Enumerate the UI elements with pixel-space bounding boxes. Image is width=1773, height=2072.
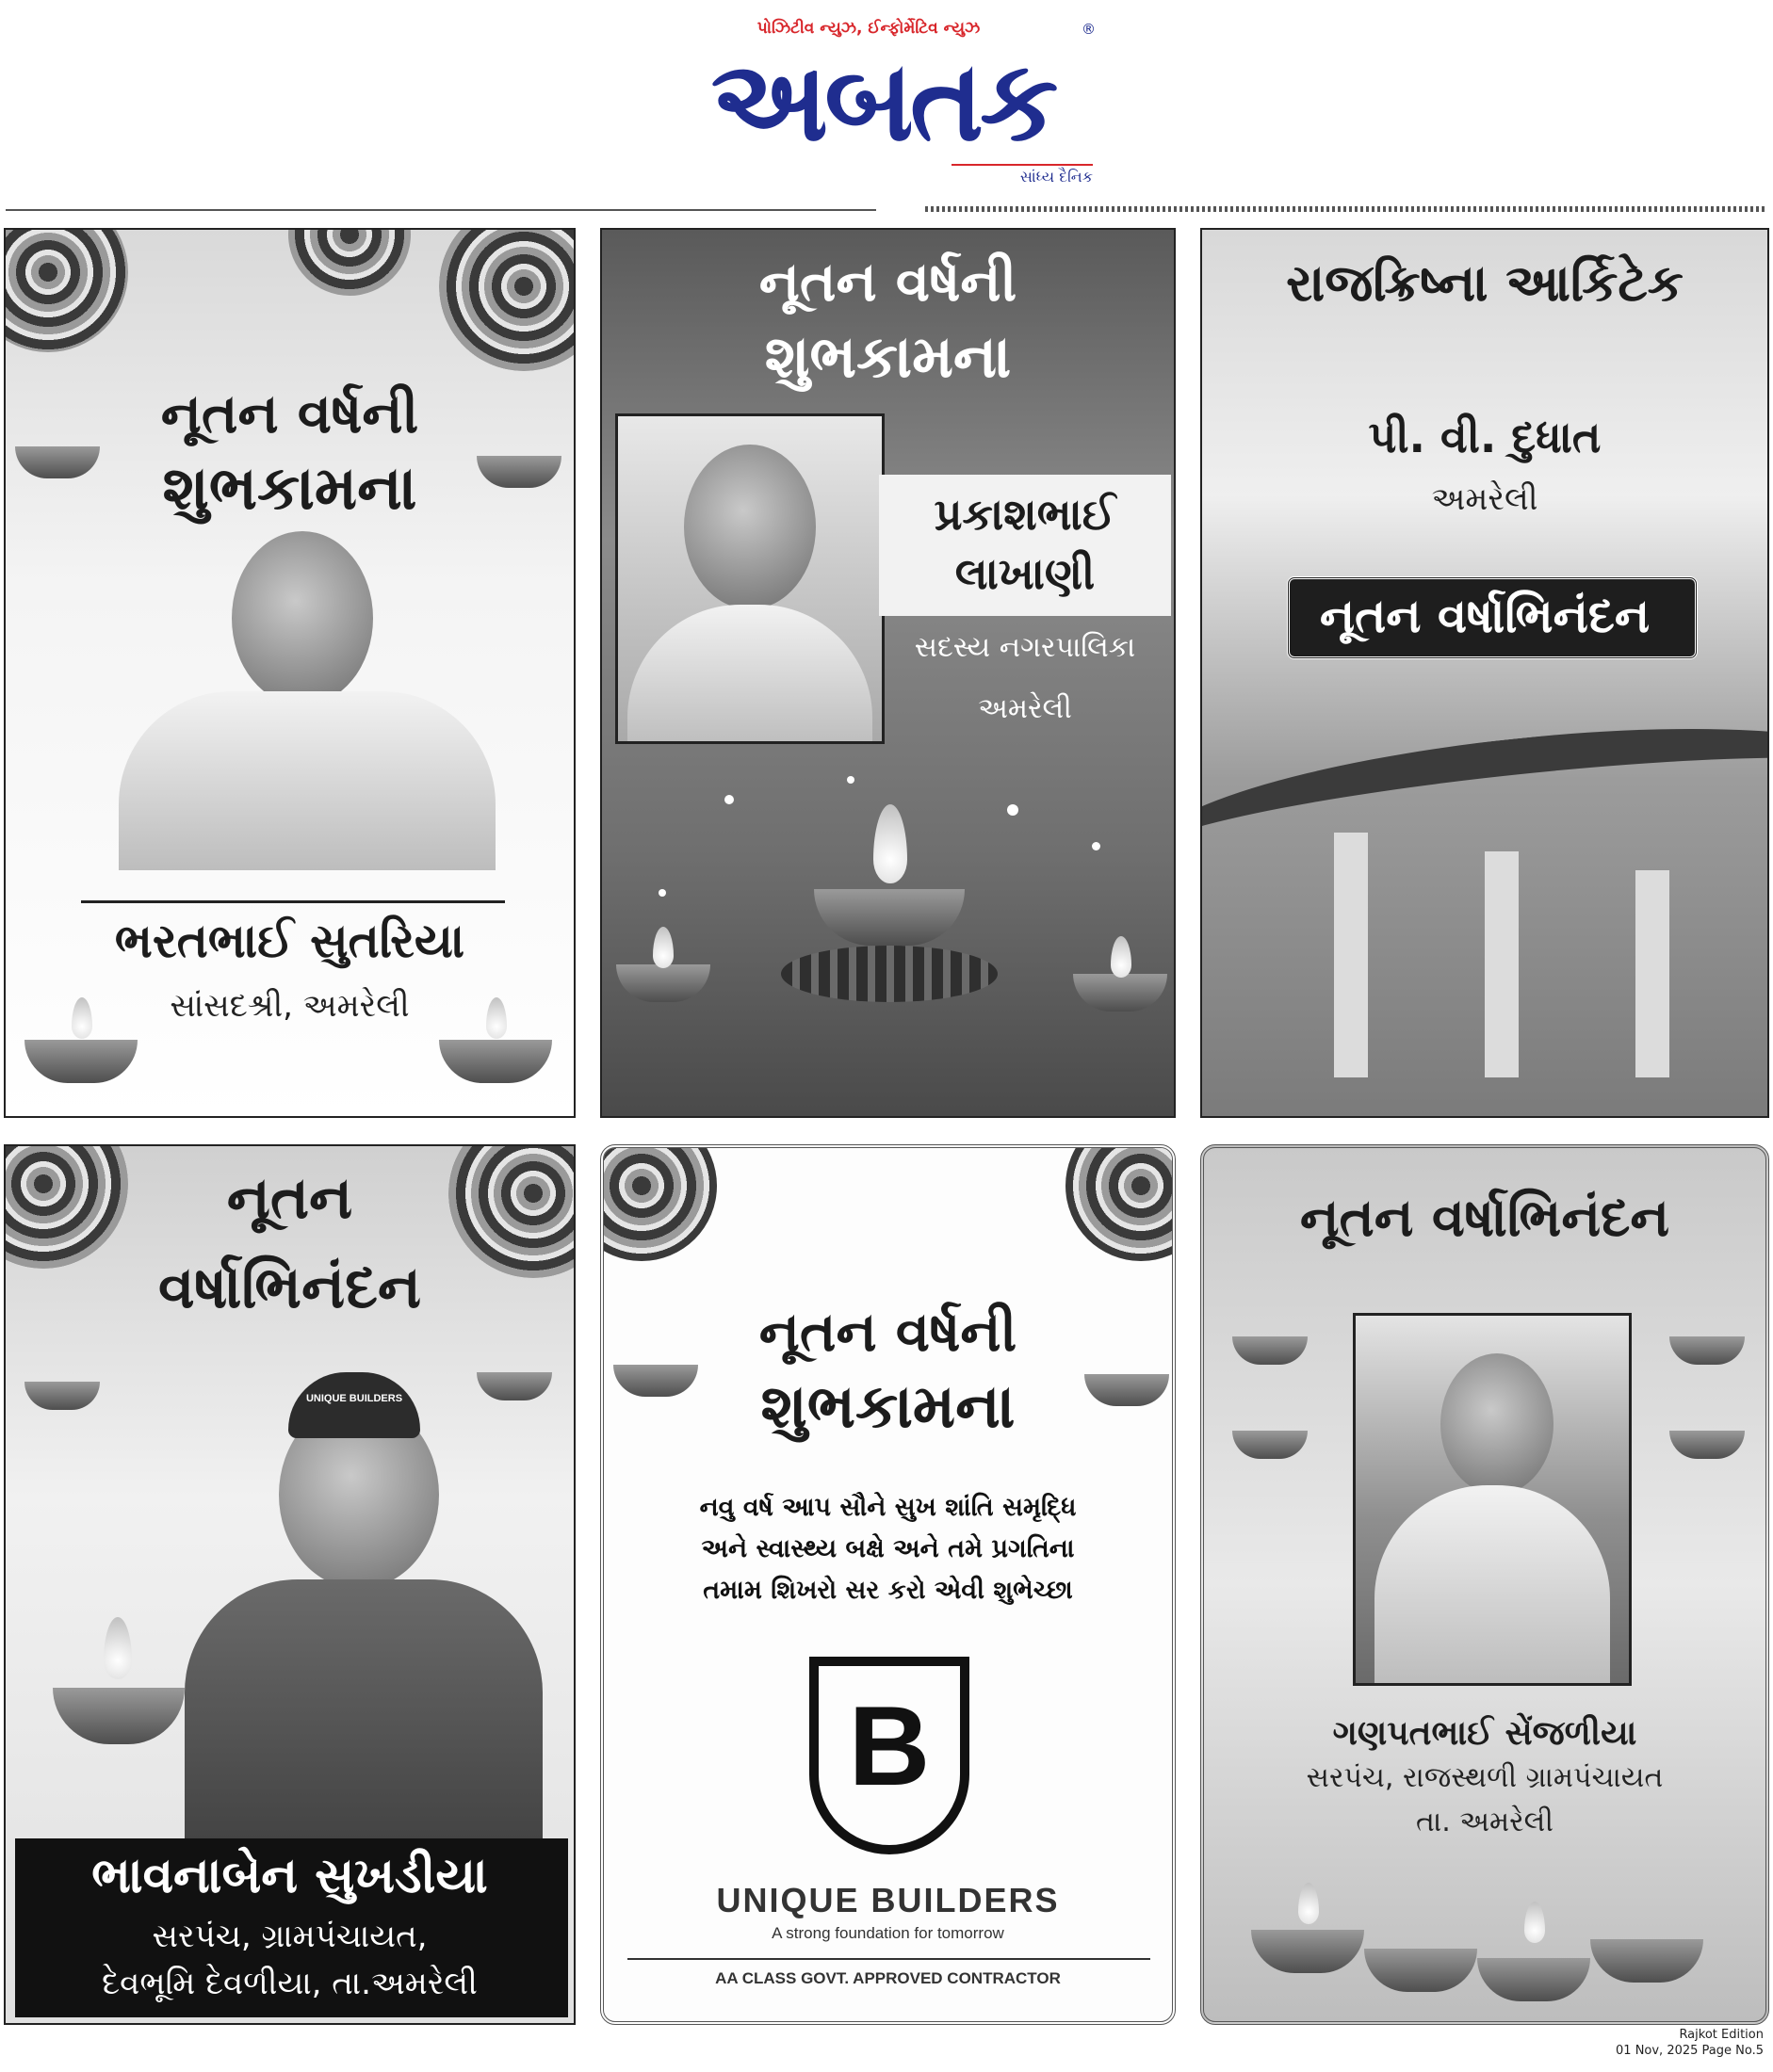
ad-heading-line2: શુભકામના: [764, 322, 1012, 391]
flame-icon: [104, 1617, 132, 1679]
hanging-diya-icon: [24, 1382, 100, 1410]
flame-icon: [1298, 1883, 1319, 1924]
company-name: UNIQUE BUILDERS: [716, 1881, 1060, 1919]
ad-bharatbhai-sutariya[interactable]: [4, 228, 576, 1118]
divider-line: [627, 1958, 1150, 1960]
divider-line: [81, 900, 505, 903]
decorated-diya-base: [781, 946, 998, 1002]
mandala-ornament: [288, 228, 411, 296]
diya-icon: [1477, 1958, 1590, 2001]
ad-heading-line1: નૂતન વર્ષની: [758, 250, 1017, 314]
ad-message-line1: નવુ વર્ષ આપ સૌને સુખ શાંતિ સમૃદ્ધિ: [699, 1493, 1077, 1522]
cap-text: UNIQUE BUILDERS: [305, 1393, 403, 1404]
ad-person-name: ગણપતભાઈ સેંજળીયા: [1332, 1714, 1637, 1753]
diya-icon: [1251, 1930, 1364, 1973]
edition-label: Rajkot Edition: [1679, 2028, 1764, 2042]
diya-icon: [1073, 974, 1167, 1012]
diya-icon: [439, 1040, 552, 1083]
sparkle-dot: [847, 776, 854, 784]
cap: [288, 1372, 420, 1438]
bridge-pillar: [1485, 851, 1519, 1077]
newspaper-logo[interactable]: અબતક: [710, 36, 1055, 166]
ad-prakashbhai-lakhani[interactable]: [600, 228, 1176, 1118]
builder-logo-shield: [809, 1657, 969, 1854]
ad-heading-line1: નૂતન વર્ષની: [160, 381, 419, 445]
bridge-pillar: [1334, 833, 1368, 1077]
hanging-diya-icon: [1669, 1336, 1745, 1365]
ad-person-name: પી. વી. દુધાત: [1368, 412, 1602, 462]
portrait-photo: [615, 413, 885, 744]
portrait-torso: [1374, 1485, 1610, 1683]
ad-person-place: દેવભૂમિ દેવળીયા, તા.અમરેલી: [102, 1965, 478, 2002]
ad-ganpatbhai-senjaliya[interactable]: [1200, 1144, 1769, 2025]
ad-heading-line2: વર્ષાભિનંદન: [157, 1253, 422, 1321]
ad-business-name: રાજક્રિષ્ના આર્કિટેક: [1286, 253, 1684, 313]
sparkle-dot: [1092, 842, 1100, 850]
diya-icon: [24, 1040, 138, 1083]
portrait-head: [232, 531, 373, 705]
sparkle-dot: [659, 889, 666, 897]
ad-unique-builders[interactable]: [600, 1144, 1176, 2025]
masthead-tagline: પોઝિટીવ ન્યુઝ, ઈન્ફોર્મેટિવ ન્યુઝ: [756, 19, 981, 38]
ad-person-designation: સરપંચ, ગ્રામપંચાયત,: [152, 1918, 428, 1955]
ad-heading-line1: નૂતન: [226, 1163, 353, 1232]
hanging-diya-icon: [1232, 1336, 1308, 1365]
flame-icon: [1524, 1902, 1545, 1943]
ad-bhavnaben-sukhadiya[interactable]: [4, 1144, 576, 2025]
ad-person-place: અમરેલી: [1431, 480, 1538, 518]
portrait-head: [1440, 1353, 1553, 1495]
mandala-ornament: [1065, 1144, 1176, 1261]
ad-person-place: અમરેલી: [978, 692, 1072, 725]
ad-person-name: ભાવનાબેન સુખડીયા: [91, 1848, 488, 1904]
portrait-torso: [119, 691, 496, 870]
masthead-subtitle: સાંધ્ય દૈનિક: [952, 164, 1093, 186]
diya-icon: [1590, 1939, 1703, 1983]
ad-heading-line2: શુભકામના: [760, 1372, 1016, 1442]
ad-person-designation: સાંસદશ્રી, અમરેલી: [170, 987, 410, 1025]
page-footer: [1616, 2027, 1764, 2059]
diya-icon: [53, 1688, 185, 1744]
portrait-photo: [1353, 1313, 1632, 1686]
ad-person-name-line2: લાખાણી: [954, 548, 1096, 599]
diya-icon: [1364, 1949, 1477, 1992]
masthead: [0, 0, 1773, 217]
sparkle-dot: [1007, 804, 1018, 816]
ad-heading: નૂતન વર્ષાભિનંદન: [1299, 1188, 1670, 1249]
mandala-ornament: [600, 1144, 717, 1261]
diya-icon: [814, 889, 965, 946]
company-tagline: A strong foundation for tomorrow: [772, 1924, 1004, 1942]
contractor-label: AA CLASS GOVT. APPROVED CONTRACTOR: [715, 1969, 1061, 1987]
portrait-torso: [627, 605, 872, 744]
ad-heading-line1: નૂતન વર્ષની: [758, 1300, 1017, 1364]
flame-icon: [653, 927, 674, 968]
date-page-label: 01 Nov, 2025 Page No.5: [1616, 2044, 1764, 2058]
mandala-ornament: [4, 228, 128, 352]
portrait-torso: [185, 1579, 543, 1881]
ad-person-place: તા. અમરેલી: [1416, 1805, 1553, 1838]
portrait-head: [684, 445, 816, 609]
ad-heading-line2: શુભકામના: [162, 454, 417, 524]
registered-mark: ®: [1082, 21, 1096, 38]
diya-icon: [616, 964, 710, 1002]
ad-person-designation: સરપંચ, રાજસ્થળી ગ્રામપંચાયત: [1306, 1761, 1664, 1794]
ad-message-line2: અને સ્વાસ્થ્ય બક્ષે અને તમે પ્રગતિના: [701, 1534, 1075, 1563]
hanging-diya-icon: [1669, 1431, 1745, 1459]
bridge-pillar: [1635, 870, 1669, 1077]
mandala-ornament: [439, 228, 576, 371]
sparkle-dot: [724, 795, 734, 804]
ad-message-line3: તમામ શિખરો સર કરો એવી શુભેચ્છા: [703, 1576, 1073, 1605]
ad-greeting: નૂતન વર્ષાભિનંદન: [1319, 589, 1651, 643]
hanging-diya-icon: [477, 1372, 552, 1400]
ad-rajkrishna-architect[interactable]: [1200, 228, 1769, 1118]
ad-person-name: ભરતભાઈ સુતરિયા: [114, 914, 465, 968]
header-rule-right: [925, 206, 1765, 212]
hanging-diya-icon: [1232, 1431, 1308, 1459]
builder-logo-letter: B: [848, 1683, 931, 1809]
header-rule-left: [6, 209, 876, 211]
ad-person-designation: સદસ્ય નગરપાલિકા: [914, 631, 1136, 664]
flame-icon: [1111, 936, 1131, 978]
flame-icon: [873, 804, 907, 883]
ad-person-name-line1: પ્રકાશભાઈ: [934, 489, 1116, 540]
